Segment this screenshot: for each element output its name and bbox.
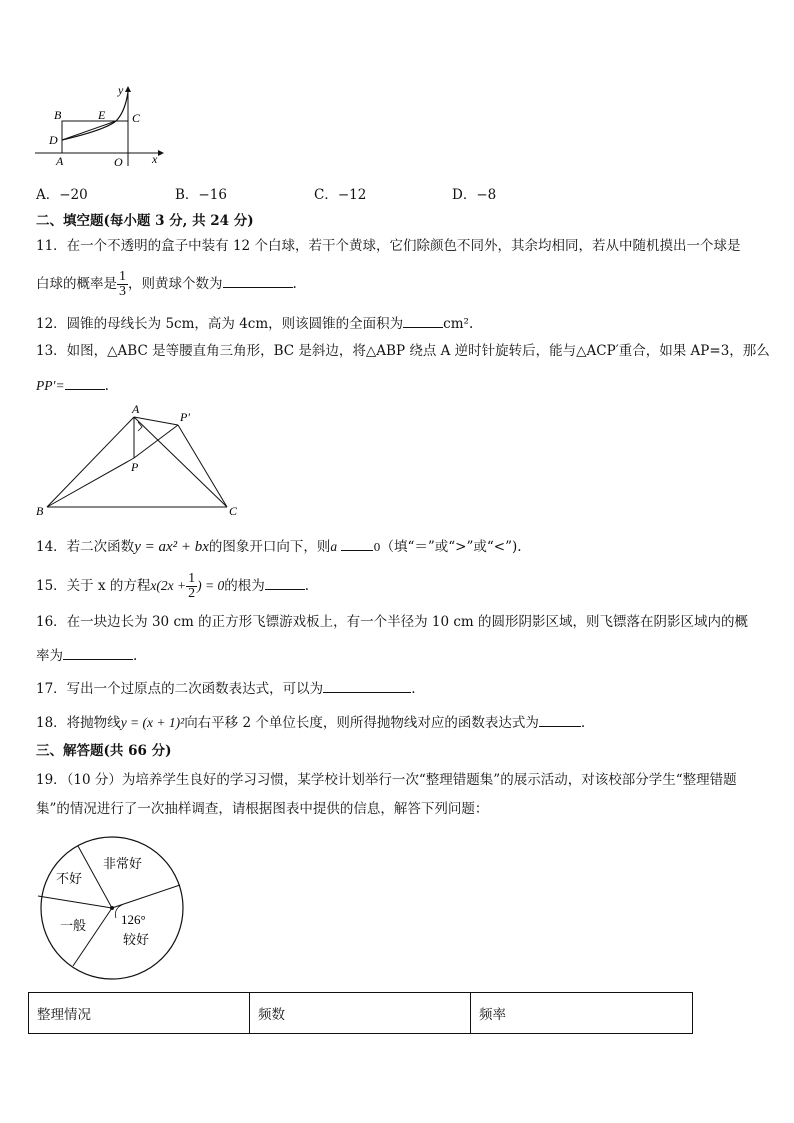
q15-eq-b: ) = 0: [197, 578, 225, 593]
frequency-table: [28, 992, 693, 1034]
q15-line: [36, 570, 309, 602]
answer-blank[interactable]: [265, 577, 305, 590]
pie-divider-4: [112, 885, 180, 908]
q11-line2: [36, 268, 297, 300]
option-d: D．−8: [452, 187, 497, 203]
answer-blank[interactable]: [65, 377, 105, 390]
fraction-one-half: [186, 572, 197, 601]
header-cell: 整理情况: [29, 993, 250, 1034]
q18-line: [36, 714, 585, 731]
q14-text2: 的图象开口向下，则: [208, 539, 331, 555]
label-x: x: [152, 152, 158, 166]
label-e: E: [98, 108, 106, 122]
q15-eq-a: x(2x +: [150, 578, 187, 593]
label-o: O: [114, 155, 123, 169]
answer-blank[interactable]: [63, 647, 133, 660]
answer-blank[interactable]: [223, 275, 293, 288]
frac-num: 1: [119, 269, 126, 284]
option-c: C．−12: [314, 187, 367, 203]
q17-line: [36, 680, 415, 697]
q15-text: 15．关于 x 的方程: [36, 578, 151, 594]
hyperbola-curve: [62, 92, 128, 140]
q11-end: .: [292, 276, 297, 292]
q12-line: [36, 315, 473, 332]
q14-zero: 0: [373, 541, 381, 554]
section-2-heading: 二、填空题(每小题 3 分, 共 24 分): [36, 213, 254, 229]
label-a: A: [56, 154, 64, 168]
q12-unit: cm².: [443, 316, 474, 332]
coordinate-figure: [30, 78, 170, 170]
side-ac: [134, 417, 227, 507]
q17-text: 17．写出一个过原点的二次函数表达式，可以为: [36, 681, 324, 697]
side-ab: [47, 417, 134, 507]
q14-text: 14．若二次函数: [36, 539, 135, 555]
q18-equation: y = (x + 1)²: [120, 715, 185, 730]
table-header-row: [29, 993, 693, 1034]
segment-bp: [47, 458, 134, 507]
label-b: B: [54, 108, 62, 122]
q15-text2: 的根为: [224, 578, 265, 594]
label-a: A: [132, 402, 140, 416]
slice-label-very-good: 非常好: [103, 856, 143, 871]
frac-den: 2: [188, 586, 196, 601]
label-c: C: [229, 504, 238, 518]
q15-end: .: [304, 578, 309, 594]
label-b: B: [36, 504, 44, 518]
section-3-heading: 三、解答题(共 66 分): [36, 743, 172, 759]
q16-text: 率为: [36, 648, 63, 664]
q11-text: 白球的概率是: [36, 276, 117, 292]
label-p-prime: P′: [180, 410, 190, 424]
header-cell: 频数: [250, 993, 471, 1034]
answer-blank[interactable]: [341, 538, 373, 551]
slice-label-bad: 不好: [56, 871, 83, 886]
pie-divider-3: [73, 908, 112, 966]
label-p: P: [131, 460, 139, 474]
q12-text: 12．圆锥的母线长为 5cm，高为 4cm，则该圆锥的全面积为: [36, 316, 404, 332]
answer-blank[interactable]: [403, 315, 443, 328]
q16-end: .: [133, 648, 138, 664]
q13-line1: 13．如图，△ABC 是等腰直角三角形，BC 是斜边，将△ABP 绕点 A 逆时针旋转后，能与△ACP′重合，如果 AP=3，那么: [36, 343, 770, 359]
answer-blank[interactable]: [323, 680, 411, 693]
pie-chart: [35, 835, 195, 985]
frac-num: 1: [188, 571, 196, 586]
fraction-one-third: [117, 270, 128, 299]
q14-text3: （填“＝”或“>”或“<”).: [380, 539, 522, 555]
slice-label-good: 较好: [123, 932, 150, 947]
label-c: C: [132, 111, 141, 125]
q19-line1: 19．（10 分）为培养学生良好的学习习惯，某学校计划举行一次“整理错题集”的展示活动，对该校部分学生“整理错题: [36, 772, 737, 788]
q16-line1: 16．在一块边长为 30 cm 的正方形飞镖游戏板上，有一个半径为 10 cm 的圆形阴影区域，则飞镖落在阴影区域内的概: [36, 614, 749, 630]
label-d: D: [49, 133, 58, 147]
q14-line: [36, 538, 522, 555]
q13-text: PP′=: [36, 378, 65, 393]
q18-text: 18．将抛物线: [36, 715, 121, 731]
header-cell: 频率: [471, 993, 693, 1034]
q13-line2: [36, 377, 109, 394]
angle-label: 126°: [121, 912, 146, 927]
q11-text2: ，则黄球个数为: [128, 276, 223, 292]
q14-equation: y = ax² + bx: [134, 539, 209, 555]
option-a: A．−20: [36, 187, 88, 203]
q11-line1: 11．在一个不透明的盒子中装有 12 个白球，若干个黄球，它们除颜色不同外，其余均相同，若从中随机摸出一个球是: [36, 238, 741, 254]
label-y: y: [118, 83, 124, 97]
answer-blank[interactable]: [539, 714, 581, 727]
q13-end: .: [104, 378, 109, 394]
q14-var: a: [330, 539, 338, 554]
q18-end: .: [580, 715, 586, 731]
q16-line2: [36, 647, 137, 664]
q17-end: .: [411, 681, 416, 697]
option-b: B．−16: [175, 187, 227, 203]
frac-den: 3: [119, 284, 126, 299]
triangle-figure: [30, 400, 250, 520]
slice-label-average: 一般: [60, 918, 87, 933]
q19-line2: 集”的情况进行了一次抽样调查，请根据图表中提供的信息，解答下列问题：: [36, 801, 489, 817]
pie-divider-2: [38, 896, 112, 908]
q18-text2: 向右平移 2 个单位长度，则所得抛物线对应的函数表达式为: [184, 715, 539, 731]
